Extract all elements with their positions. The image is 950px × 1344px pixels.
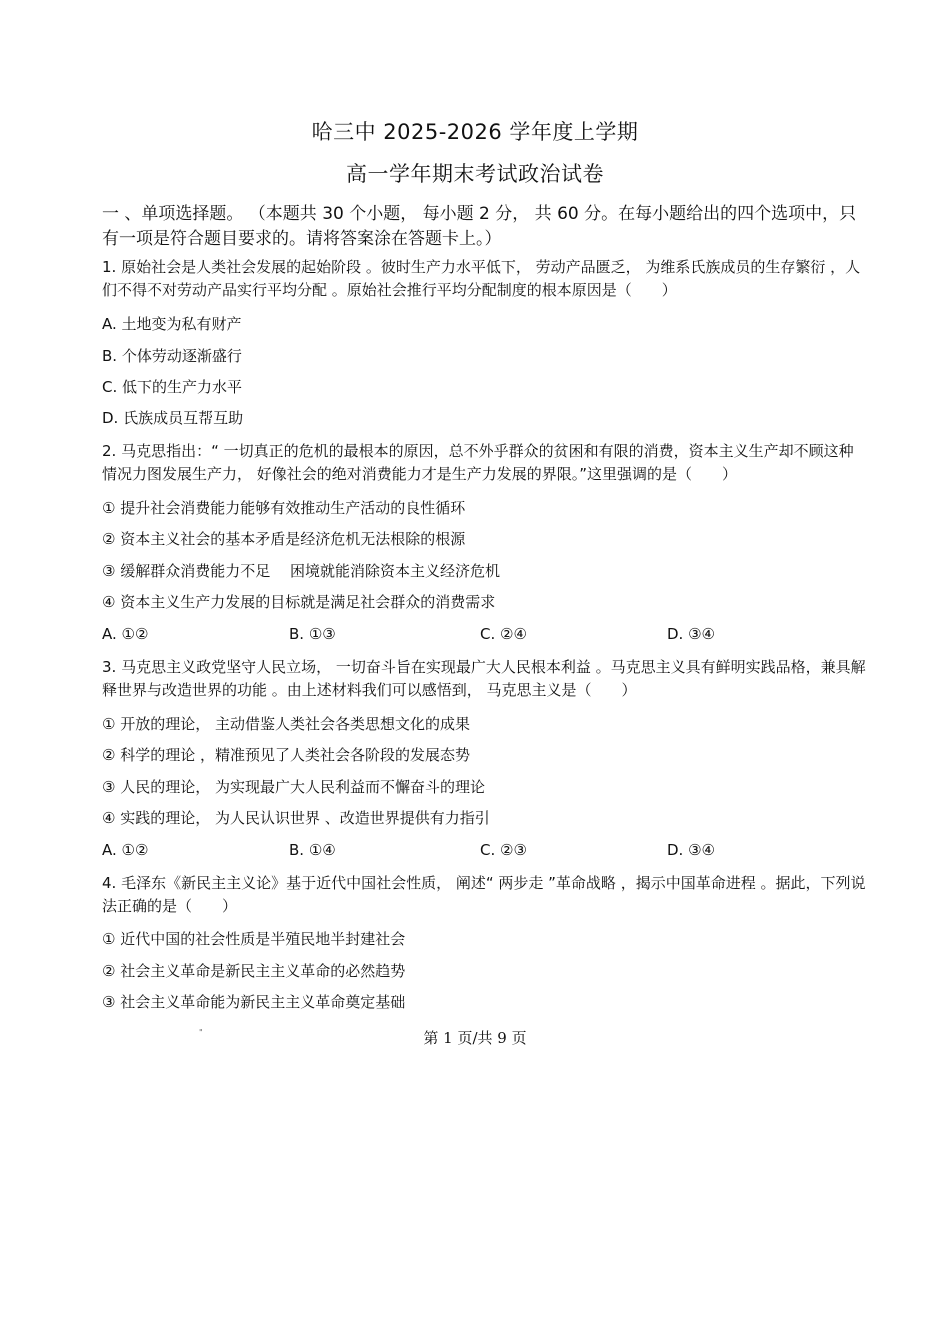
statement-1: ① 开放的理论， 主动借鉴人类社会各类思想文化的成果 xyxy=(102,715,470,733)
question-2 xyxy=(102,440,868,486)
option-b: B. ①③ xyxy=(289,625,336,643)
exam-title-line1: 哈三中 2025-2026 学年度上学期 xyxy=(311,120,639,144)
option-c: C. ②③ xyxy=(480,841,527,859)
option-a: A. ①② xyxy=(102,625,149,643)
option-c: C. 低下的生产力水平 xyxy=(102,378,243,396)
exam-title-line2: 高一学年期末考试政治试卷 xyxy=(346,162,604,186)
option-d: D. ③④ xyxy=(667,625,715,643)
answer-options-row xyxy=(102,624,842,644)
page-number: 第 1 页/共 9 页 xyxy=(423,1029,527,1047)
statement-3: ③ 缓解群众消费能力不足 困境就能消除资本主义经济危机 xyxy=(102,562,500,580)
question-3 xyxy=(102,656,868,702)
statement-3: ③ 社会主义革命能为新民主主义革命奠定基础 xyxy=(102,993,406,1011)
section-heading: 一 、单项选择题。 （本题共 30 个小题， 每小题 2 分， 共 60 分。在每小题给出的四个选项中，只有一项是符合题目要求的。请将答案涂在答题卡上。） xyxy=(102,204,857,249)
option-a: A. 土地变为私有财产 xyxy=(102,315,242,333)
statement-1: ① 提升社会消费能力能够有效推动生产活动的良性循环 xyxy=(102,499,466,517)
question-stem: 3. 马克思主义政党坚守人民立场， 一切奋斗旨在实现最广大人民根本利益 。马克思主义具有鲜明实践品格，兼具解释世界与改造世界的功能 。由上述材料我们可以感悟到， 马克思主义是（ ） xyxy=(102,658,866,699)
statement-2: ② 社会主义革命是新民主主义革命的必然趋势 xyxy=(102,962,406,980)
question-stem: 4. 毛泽东《新民主主义论》基于近代中国社会性质， 阐述“ 两步走 ”革命战略 ，揭示中国革命进程 。据此，下列说法正确的是（ ） xyxy=(102,874,866,915)
option-a: A. ①② xyxy=(102,841,149,859)
statement-2: ② 科学的理论 ，精准预见了人类社会各阶段的发展态势 xyxy=(102,746,470,764)
option-b: B. 个体劳动逐渐盛行 xyxy=(102,347,242,365)
option-c: C. ②④ xyxy=(480,625,527,643)
question-4 xyxy=(102,872,868,918)
question-1 xyxy=(102,256,868,302)
question-stem: 1. 原始社会是人类社会发展的起始阶段 。彼时生产力水平低下， 劳动产品匮乏， 为维系氏族成员的生存繁衍 ，人们不得不对劳动产品实行平均分配 。原始社会推行平均分配制度的根本原因是（ ） xyxy=(102,258,861,299)
statement-4: ④ 资本主义生产力发展的目标就是满足社会群众的消费需求 xyxy=(102,593,496,611)
statement-2: ② 资本主义社会的基本矛盾是经济危机无法根除的根源 xyxy=(102,530,466,548)
option-d: D. ③④ xyxy=(667,841,715,859)
statement-1: ① 近代中国的社会性质是半殖民地半封建社会 xyxy=(102,930,406,948)
statement-3: ③ 人民的理论， 为实现最广大人民利益而不懈奋斗的理论 xyxy=(102,778,485,796)
stray-mark: " xyxy=(199,1028,203,1037)
question-stem: 2. 马克思指出：“ 一切真正的危机的最根本的原因，总不外乎群众的贫困和有限的消费，资本主义生产却不顾这种情况力图发展生产力， 好像社会的绝对消费能力才是生产力发展的界限。”这里强调的是（ ） xyxy=(102,442,854,483)
option-d: D. 氏族成员互帮互助 xyxy=(102,409,244,427)
option-b: B. ①④ xyxy=(289,841,336,859)
answer-options-row xyxy=(102,840,842,860)
statement-4: ④ 实践的理论， 为人民认识世界 、改造世界提供有力指引 xyxy=(102,809,490,827)
